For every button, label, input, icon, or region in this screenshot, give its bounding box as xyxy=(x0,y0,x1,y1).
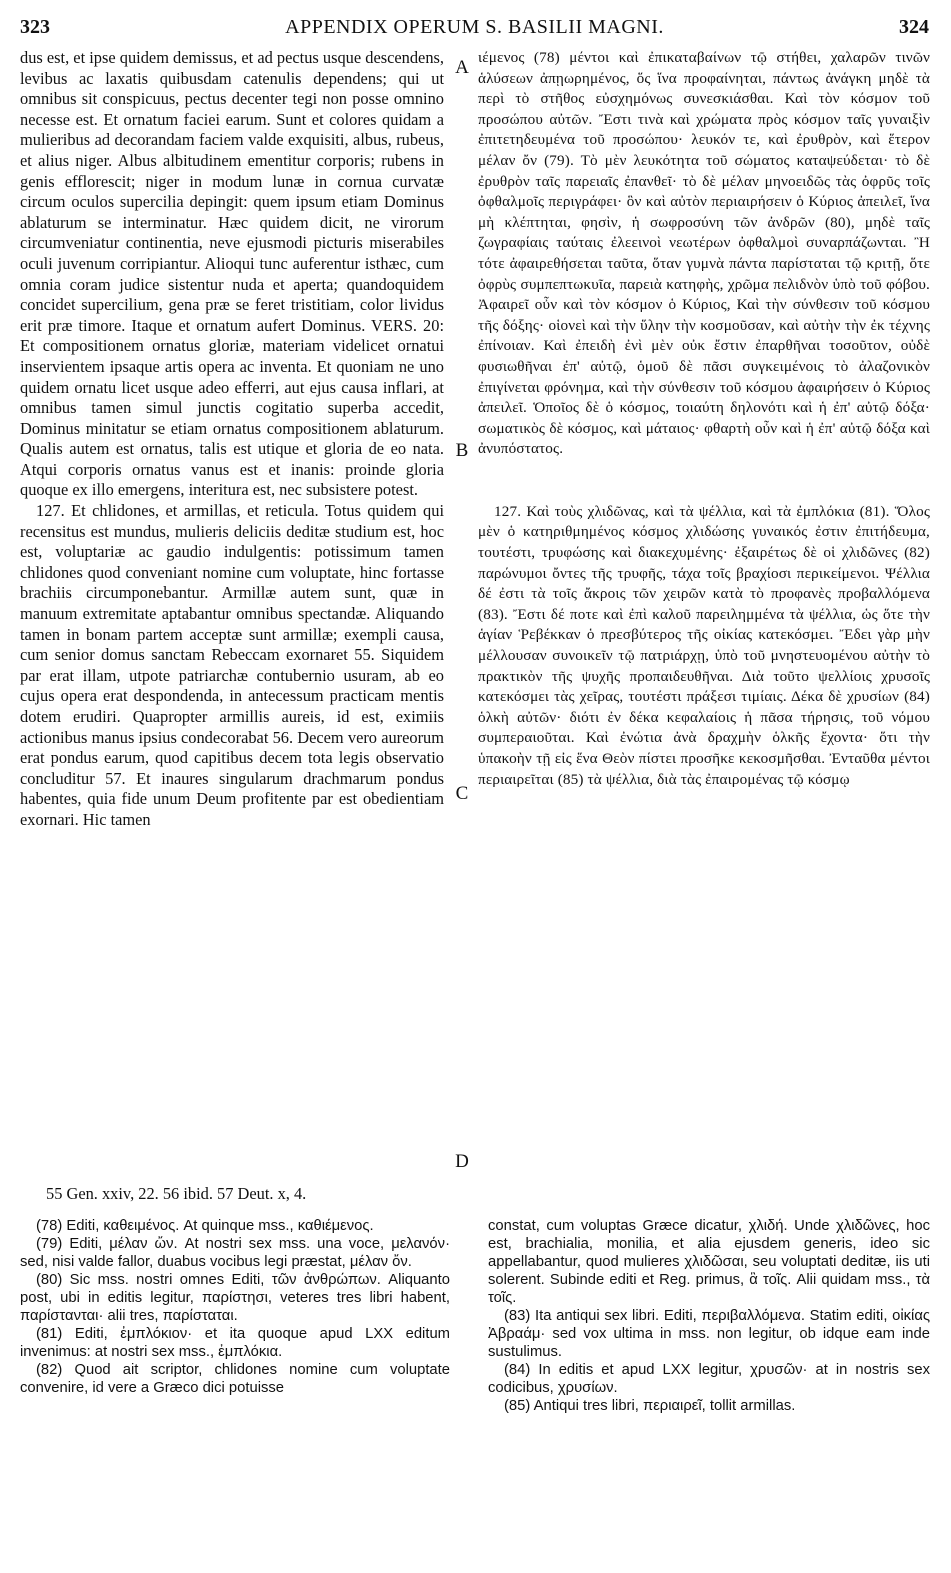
greek-paragraph-1: ιέμενος (78) μέντοι καὶ ἐπικαταβαίνων τῷ στήθει, χαλαρῶν τινῶν ἁλύσεων ἀπῃωρημένος, ὅς ἵνα προφαίνηται, πάντως ἀνάγκη μηδὲ τὰ περὶ τὸ στῆθος εὐσχημόνως συνεσκιάσθαι. Καὶ τὸν κόσμον τοῦ προσώπου αὐτῶν. Ἔστι τινὰ καὶ χρώματα πρὸς κόσμον ταῖς γυναιξὶν ἐπιτετηδευμένα τοῦ προσώπου· λευκόν τε, καὶ ἐρυθρὸν, καὶ ἕτερον μέλαν ὄν (79). Τὸ μὲν λευκότητα τοῦ σώματος καταψεύδεται· τὸ δὲ ἐρυθρὸν ταῖς παρειαῖς ἐπανθεῖ· τὸ δὲ μέλαν μηνοειδῶς τὰς ὀφρῦς τοῖς ὀφθαλμοῖς περιγράφει· ὃν καὶ αὐτὸν περιαιρήσειν ὁ Κύριος ἀπειλεῖ, ἵνα μὴ κλέπτηται, φησὶν, ἡ σωφροσύνη τῶν ἀνδρῶν (80), μηδὲ ταῖς ζωγραφίαις ταύταις ἐλεεινοὶ νεωτέρων ὀφθαλμοὶ συναρπάζωνται. Ἢ τότε ἀφαιρεθήσεται ταῦτα, ὅταν γυμνὰ πάντα παρίσταται τῷ κριτῇ, ὅτε ὀφρὺς συμπεπτωκυῖα, παρειὰ κατηφὴς, χρῶμα πελιδνὸν ὑπὸ τοῦ φόβου. Ἀφαιρεῖ οὖν καὶ τὸν κόσμον ὁ Κύριος, Καὶ τὴν σύνθεσιν τοῦ κόσμου τῆς δόξης· οἱονεὶ καὶ τὴν ὕλην τὴν κοσμοῦσαν, καὶ αὐτὴν τὴν ἐκ τέχνης ἐπίνοιαν. Καὶ ἐπειδὴ ἐνὶ μὲν οὐκ ἔστιν ἐπαρθῆναι τοσοῦτον, οὐδὲ φυσιωθῆναι ἐπ' αὐτῷ, ὁμοῦ δὲ πᾶσι συγκειμένοις τὸ ἀλαζονικὸν ἐπιγίνεται φρόνημα, καὶ τὴν σύνθεσιν τοῦ κόσμου ἀφαιρήσειν ὁ Κύριος ἀπειλεῖ. Ὁποῖος δὲ ὁ κόσμος, τοιαύτη δηλονότι καὶ ἡ ἐπ' αὐτῷ δόξα· σωματικὸς δὲ κόσμος, καὶ μάταιος· φθαρτὴ οὖν καὶ ἡ ἐπ' αὐτῷ δόξα καὶ ἀνυπόστατος. xyxy=(478,49,930,458)
page-header xyxy=(20,16,929,42)
footnote-83: (83) Ita antiqui sex libri. Editi, περιβαλλόμενα. Statim editi, οἰκίας Ἀβραάμ· sed vox ultima in mss. non legitur, ob idque eam inde sustulimus. xyxy=(488,1308,930,1360)
greek-paragraph-127: 127. Καὶ τοὺς χλιδῶνας, καὶ τὰ ψέλλια, καὶ τὰ ἐμπλόκια (81). Ὅλος μὲν ὁ κατηριθμημένος κόσμος χλιδώσης γυναικός ἐστιν ἐπιτήδευμα, τουτέστι, τρυφώσης καὶ διακεχυμένης· ἐξαιρέτως δὲ οἱ χλιδῶνες (82) παρώνυμοι ὄντες τῆς τρυφῆς, τάχα τοῖς βραχίοσι περικείμενοι. Ψέλλια δέ ἐστι τὰ τοῖς ἄκροις τῶν χειρῶν κατὰ τὸ προφανὲς προβαλλόμενα (83). Ἔστι δέ ποτε καὶ ἐπὶ καλοῦ παρειλημμένα τὰ ψέλλια, ὡς ὅτε τὴν ἁγίαν Ῥεβέκκαν ὁ πρεσβύτερος τῆς οἰκίας κατεκόσμει. Ἔδει γὰρ μὴν μέλλουσαν συνοικεῖν τῷ πατριάρχῃ, ὑπὸ τοῦ μνηστευομένου αὐτὴν τὸ πρακτικὸν τῆς ψυχῆς προπαιδευθῆναι. Διὰ τοῦτο ψελλίοις χρυσοῖς κατεκόσμει τὰς χεῖρας, τουτέστι πράξεσι τιμίαις. Δέκα δὲ χρυσίων (84) ὁλκὴ αὐτῶν· διότι ἐν δέκα κεφαλαίοις ἡ πᾶσα τήρησις, τοῦ νόμου συμπεραιοῦται. Καὶ ἐνώτια ἀνὰ δραχμὴν ὁλκῆς ἔχοντα· ὅτι τὴν ὑπακοὴν τῇ εἰς ἕνα Θεὸν πίστει προσῆκε κεκοσμῆσθαι. Ἐνταῦθα μέντοι περιαιρεῖται (85) τὰ ψέλλια, διὰ τὰς ἐπαιρομένας τῷ κόσμῳ xyxy=(478,502,930,788)
footnote-82-continued: constat, cum voluptas Græce dicatur, χλιδή. Unde χλιδῶνες, hoc est, brachialia, monilia, et alia ejusdem generis, ideo sic appellabantur, quod mulieres χλιδῶσαι, seu voluptati deditæ, iis uti solerent. Subinde editi et Reg. primus, ἃ τοῖς. Alii quidam mss., τὰ τοῖς. xyxy=(488,1218,930,1306)
page-number-right: 324 xyxy=(899,16,929,38)
margin-letter-d: D xyxy=(455,1151,469,1172)
margin-letter-b: B xyxy=(455,440,469,461)
footnote-79: (79) Editi, μέλαν ὤν. At nostri sex mss. una voce, μελανόν· sed, nisi valde fallor, duabus vocibus legi præstat, μέλαν ὄν. xyxy=(20,1236,450,1270)
greek-column xyxy=(478,48,930,790)
margin-letter-a: A xyxy=(455,57,469,78)
footnote-85: (85) Antiqui tres libri, περιαιρεῖ, tollit armillas. xyxy=(504,1398,796,1414)
page-number-left: 323 xyxy=(20,16,50,38)
footnote-78: (78) Editi, καθειμένος. At quinque mss., καθιέμενος. xyxy=(36,1218,374,1234)
footnote-81: (81) Editi, ἐμπλόκιον· et ita quoque apud LXX editum invenimus: at nostri sex mss., ἐμπλόκια. xyxy=(20,1326,450,1360)
margin-letter-c: C xyxy=(455,783,469,804)
latin-paragraph-127: 127. Et chlidones, et armillas, et reticula. Totus quidem qui recensitus est mundus, mulieris deliciis deditæ studium est, hoc est, voluptariæ ac gaudio indulgentis: potissimum tamen chlidones quod conveniant nomine cum voluptate, hinc fortasse brachiis circumponebantur. Armillæ autem sunt, quæ in manuum extremitate aptabantur omnibus spectandæ. Aliquando tamen in bonam partem acceptæ sunt armillæ; exempli causa, cum senior domus sanctam Rebeccam exornaret 55. Siquidem par erat illam, utpote patriarchæ contubernio usuram, ab eo cujus opera erat despondenda, in antecessum practicam mentis dotem erudiri. Quapropter armillis aureis, id est, eximiis actionibus manus ipsius condecorabat 56. Decem vero aureorum erat pondus earum, quod capitibus decem tota legis observatio concluditur 57. Et inaures singularum drachmarum pondus habentes, quia fide unum Deum profitente par est obedientiam exornari. Hic tamen xyxy=(20,501,444,829)
latin-column xyxy=(20,48,444,831)
footnote-84: (84) In editis et apud LXX legitur, χρυσῶν· at in nostris sex codicibus, χρυσίων. xyxy=(488,1362,930,1396)
footnote-80: (80) Sic mss. nostri omnes Editi, τῶν ἀνθρώπων. Aliquanto post, ubi in editis legitur, παρίστησι, veteres tres libri habent, παρίστανται· alii tres, παρίσταται. xyxy=(20,1272,450,1324)
footnotes-right xyxy=(488,1217,930,1415)
footnotes-left xyxy=(20,1217,450,1397)
scripture-references: 55 Gen. xxiv, 22. 56 ibid. 57 Deut. x, 4. xyxy=(46,1184,307,1203)
footnote-82: (82) Quod ait scriptor, chlidones nomine cum voluptate convenire, id vere a Græco dici potuisse xyxy=(20,1362,450,1396)
running-title: APPENDIX OPERUM S. BASILII MAGNI. xyxy=(285,16,664,38)
latin-paragraph-1: dus est, et ipse quidem demissus, et ad pectus usque descendens, levibus ac laxatis quibusdam catenulis dependens; qui ut omnibus sit conspicuus, pectus decenter tegi non posse omnino necesse est. Et ornatum faciei earum. Sunt et colores quidam a mulieribus ad decorandam faciem valde exquisiti, albus, rubeus, et alius niger. Albus albitudinem ementitur corporis; rubens in genis efflorescit; niger in modum lunæ in cornua curvatæ circum oculos supercilia depingit: quem ipsum etiam Dominus ablaturum se interminatur. Hæc quidem dicit, ne virorum circumveniatur continentia, neve ejusmodi picturis miserabiles oculi juvenum corripiantur. Alioqui tunc auferentur isthæc, cum omnia coram judice sistentur nuda et aperta; quandoquidem concidet supercilium, gena præ se feret tristitiam, color lividus erit præ timore. Itaque et ornatum aufert Dominus. VERS. 20: Et compositionem ornatus gloriæ, materiam videlicet ornatui inservientem ipsaque artis opera ac inventa. Et quoniam ne uno quidem ornatu licet usque adeo efferri, aut ejus causa inflari, at omnibus tamen simul junctis cogitatio superba accedit, Dominus minitatur se etiam ornatus compositionem ablaturum. Qualis autem est ornatus, talis est utique et gloria de eo nata. Atqui corporis ornatus vanus est et inanis: proinde gloria quoque ex illo emergens, interitura est, nec subsistere potest. xyxy=(20,48,444,500)
